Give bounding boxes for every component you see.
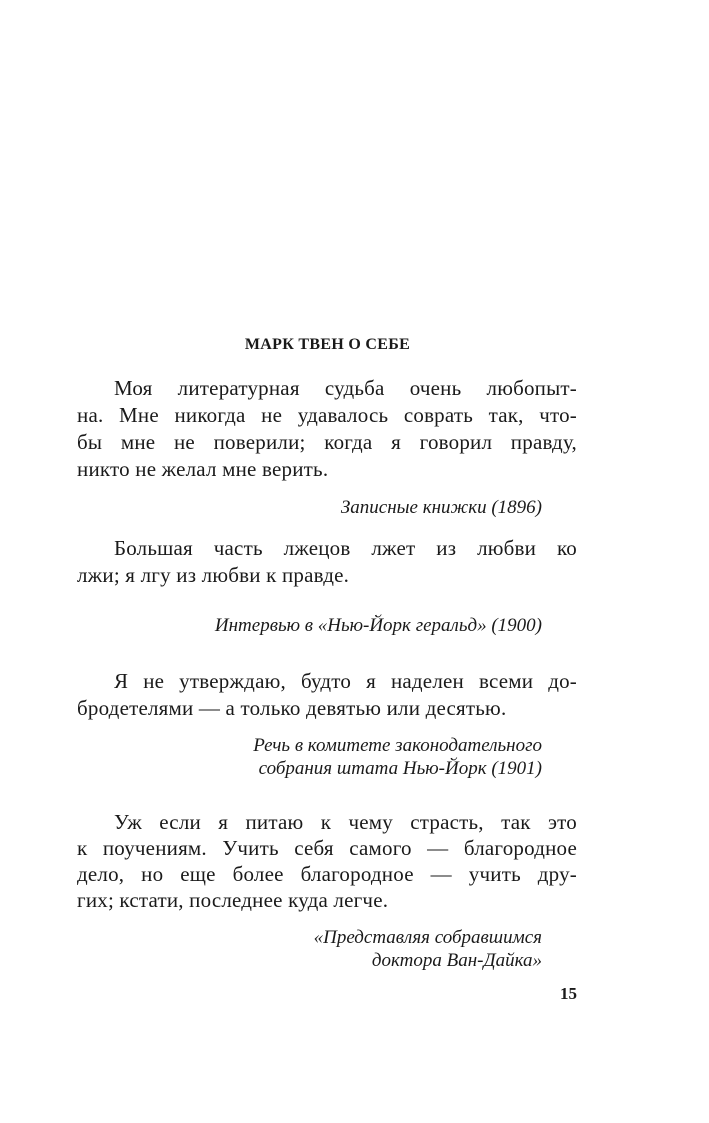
- quote-source: «Представляя собравшимся: [313, 927, 542, 948]
- quote-line: Большая часть лжецов лжет из любви ко: [114, 536, 577, 560]
- quote-line: гих; кстати, последнее куда легче.: [77, 888, 389, 912]
- quote-line: Я не утверждаю, будто я наделен всеми до-: [114, 669, 577, 693]
- quote-line: лжи; я лгу из любви к правде.: [77, 563, 350, 587]
- quote-line: на. Мне никогда не удавалось соврать так, что-: [77, 403, 577, 427]
- quote-line: бродетелями — а только девятью или десятью.: [77, 696, 507, 720]
- quote-line: Уж если я питаю к чему страсть, так это: [114, 810, 577, 834]
- quote-source: Интервью в «Нью-Йорк геральд» (1900): [214, 615, 542, 636]
- chapter-title: МАРК ТВЕН О СЕБЕ: [244, 336, 411, 353]
- quote-line: бы мне не поверили; когда я говорил правду,: [77, 430, 577, 454]
- quote-line: к поучениям. Учить себя самого — благородное: [77, 836, 577, 860]
- quote-line: никто не желал мне верить.: [77, 457, 329, 481]
- quote-line: Моя литературная судьба очень любопыт-: [114, 376, 577, 400]
- quote-source: собрания штата Нью-Йорк (1901): [258, 758, 542, 779]
- quote-source: доктора Ван-Дайка»: [371, 950, 542, 971]
- quote-source: Записные книжки (1896): [340, 497, 542, 518]
- page-number: 15: [560, 984, 577, 1003]
- quote-source: Речь в комитете законодательного: [253, 735, 542, 756]
- quote-line: дело, но еще более благородное — учить дру-: [77, 862, 577, 886]
